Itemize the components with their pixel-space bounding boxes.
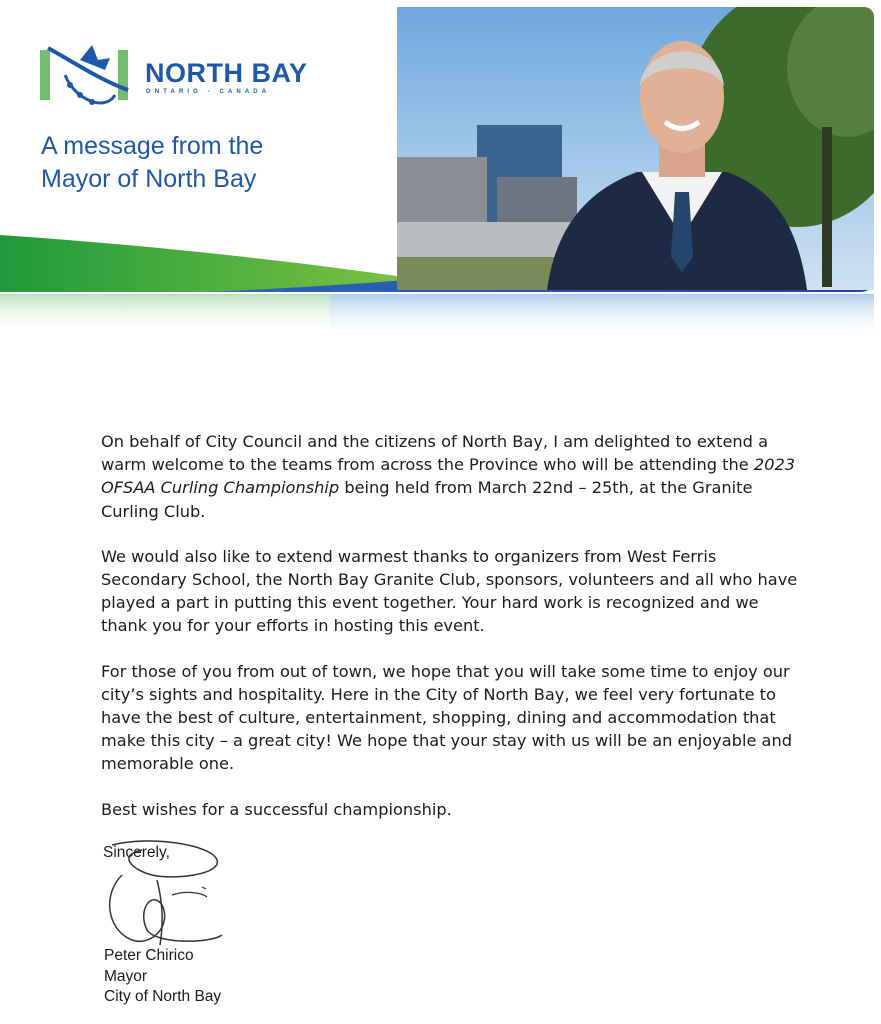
signer-name: Peter Chirico bbox=[104, 947, 194, 964]
signer-title: Mayor bbox=[104, 967, 148, 985]
title-line-1: A message from the bbox=[41, 132, 264, 160]
event-name: 2023 OFSAA Curling Championship bbox=[101, 455, 796, 498]
signer-org: City of North Bay bbox=[104, 988, 222, 1005]
title-line-2: Mayor of North Bay bbox=[41, 165, 257, 193]
paragraph-visitors: For those of you from out of town, we hope that you will take some time to enjoy our city’s sights and hospitality. Here in the City of North Bay, we feel very fortunate to have the best of culture, entertainment, shopping, dining and accommodation that make this city – a great city! We hope that your stay with us will be an enjoyable and memorable one. bbox=[101, 661, 793, 774]
green-swoosh bbox=[0, 235, 410, 292]
letter-body bbox=[101, 430, 801, 843]
signer-block bbox=[104, 946, 221, 1008]
paragraph-thanks: We would also like to extend warmest thanks to organizers from West Ferris Secondary School, the North Bay Granite Club, sponsors, volunteers and all who have played a part in putting this event together. Your hard work is recognized and we thank you for your efforts in hosting this event. bbox=[101, 546, 798, 636]
mayor-photo bbox=[397, 7, 874, 290]
page-title bbox=[41, 130, 371, 196]
letterhead-banner bbox=[0, 0, 881, 345]
signoff: Sincerely, bbox=[103, 844, 170, 861]
paragraph-welcome: On behalf of City Council and the citizens of North Bay, I am delighted to extend a warm welcome to the teams from across the Province who will be attending the 2023 OFSAA Curling Championship being held from March 22nd – 25th, at the Granite Curling Club. bbox=[101, 432, 796, 521]
paragraph-wishes: Best wishes for a successful championship. bbox=[101, 799, 452, 819]
signature-icon bbox=[92, 835, 242, 955]
logo-subtitle: ONTARIO - CANADA bbox=[146, 89, 271, 95]
banner-reflection bbox=[0, 294, 330, 334]
logo-wordmark: NORTH BAY bbox=[145, 58, 308, 88]
